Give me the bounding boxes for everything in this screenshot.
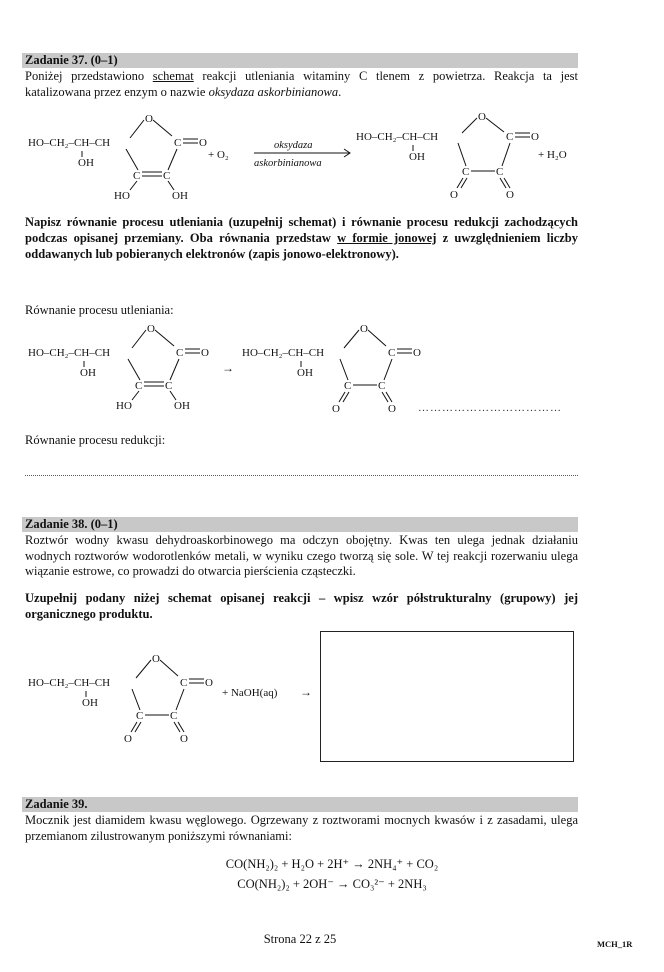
svg-text:O: O [506, 189, 514, 201]
oxidation-label: Równanie procesu utleniania: [25, 303, 174, 317]
svg-text:O: O [180, 733, 188, 745]
task38-reaction-scheme [22, 652, 322, 747]
svg-text:O: O [360, 323, 368, 335]
task39-header: Zadanie 39. [22, 797, 578, 812]
oh-label-2: OH [172, 190, 188, 202]
svg-text:O: O [199, 137, 207, 149]
task38-instruction: Uzupełnij podany niżej schemat opisanej reakcji – wpisz wzór półstrukturalny (grupowy) jej organicznego produktu. [25, 591, 578, 621]
oh-label: OH [78, 157, 94, 169]
reduction-answer-line[interactable] [25, 474, 578, 476]
ho-label: HO [114, 190, 130, 202]
svg-text:O: O [531, 131, 539, 143]
task38-answer-box[interactable] [320, 631, 574, 762]
task38-arrow: → [300, 685, 312, 699]
svg-text:O: O [147, 323, 155, 335]
task38-text: Roztwór wodny kwasu dehydroaskorbinowego ma odczyn obojętny. Kwas ten ulega jednak działaniu wodnych roztworów wodorotlenków metali, w wyniku czego tworzą się sole. W tej reakcji rozerwaniu ulega wiązanie estrowe, co prowadzi do otwarcia pierścienia cząsteczki. [25, 533, 578, 578]
task37-intro: Poniżej przedstawiono schemat reakcji utleniania witaminy C tlenem z powietrza. Reakcja ta jest katalizowana przez enzym o nazwie oksydaza askorbinianowa. [25, 69, 578, 99]
naoh-reagent: + NaOH(aq) [222, 687, 278, 699]
oh-label-4: OH [80, 367, 96, 379]
arrow-label-bottom: askorbinianowa [254, 158, 322, 169]
task37-header: Zadanie 37. (0–1) [22, 53, 578, 68]
svg-text:C: C [496, 166, 504, 178]
svg-text:O: O [450, 189, 458, 201]
svg-text:C: C [388, 347, 396, 359]
oh-label-7: OH [82, 697, 98, 709]
exam-code: MCH_1R [597, 939, 633, 949]
water-product: + H₂O [538, 149, 567, 161]
task37-reaction-scheme [22, 108, 582, 203]
side-chain-label-5: HO–CH₂–CH–CH [28, 677, 111, 689]
equation-1: CO(NH₂)₂ + H₂O + 2H⁺ → 2NH₄⁺ + CO₂ [225, 857, 439, 871]
svg-text:O: O [388, 403, 396, 415]
oh-label-6: OH [297, 367, 313, 379]
svg-text:O: O [201, 347, 209, 359]
svg-text:C: C [135, 380, 143, 392]
svg-text:O: O [413, 347, 421, 359]
oxidation-answer-line[interactable]: ……………………………… [418, 402, 562, 414]
task39-text: Mocznik jest diamidem kwasu węglowego. Ogrzewany z roztworami mocnych kwasów i z zasadami, ulega przemianom zilustrowanym poniższymi równaniami: [25, 813, 578, 843]
svg-text:O: O [478, 111, 486, 123]
svg-text:O: O [124, 733, 132, 745]
oxidation-arrow: → [222, 361, 234, 375]
oxygen-reagent: + O₂ [208, 149, 229, 161]
svg-text:C: C [133, 170, 141, 182]
svg-text:C: C [174, 137, 182, 149]
svg-text:C: C [176, 347, 184, 359]
svg-text:C: C [378, 380, 386, 392]
oh-label-3: OH [409, 151, 425, 163]
side-chain-label-4: HO–CH₂–CH–CH [242, 347, 325, 359]
svg-text:O: O [332, 403, 340, 415]
oxidation-scheme [22, 320, 582, 415]
ring-oxygen-label: O [145, 113, 153, 125]
side-chain-label-2: HO–CH₂–CH–CH [356, 131, 439, 143]
svg-text:C: C [163, 170, 171, 182]
svg-text:C: C [180, 677, 188, 689]
page-number: Strona 22 z 25 [263, 932, 337, 946]
side-chain-label-3: HO–CH₂–CH–CH [28, 347, 111, 359]
oh-label-5: OH [174, 400, 190, 412]
svg-text:C: C [506, 131, 514, 143]
svg-text:C: C [344, 380, 352, 392]
side-chain-label: HO–CH₂–CH–CH [28, 137, 111, 149]
equation-2: CO(NH₂)₂ + 2OH⁻ → CO₃²⁻ + 2NH₃ [237, 877, 427, 891]
svg-text:C: C [170, 710, 178, 722]
task37-instruction: Napisz równanie procesu utleniania (uzupełnij schemat) i równanie procesu redukcji zachodzących podczas opisanej przemiany. Obа równania przedstaw w formie jonowej z uwzględnieniem liczby oddawanych lub pobieranych elektronów (zapis jonowo-elektronowy). [25, 215, 578, 261]
svg-text:C: C [165, 380, 173, 392]
svg-text:O: O [205, 677, 213, 689]
task38-header: Zadanie 38. (0–1) [22, 517, 578, 532]
ho-label-2: HO [116, 400, 132, 412]
arrow-label-top: oksydaza [274, 140, 313, 151]
svg-text:O: O [152, 653, 160, 665]
svg-text:C: C [462, 166, 470, 178]
svg-text:C: C [136, 710, 144, 722]
reduction-label: Równanie procesu redukcji: [25, 433, 166, 447]
